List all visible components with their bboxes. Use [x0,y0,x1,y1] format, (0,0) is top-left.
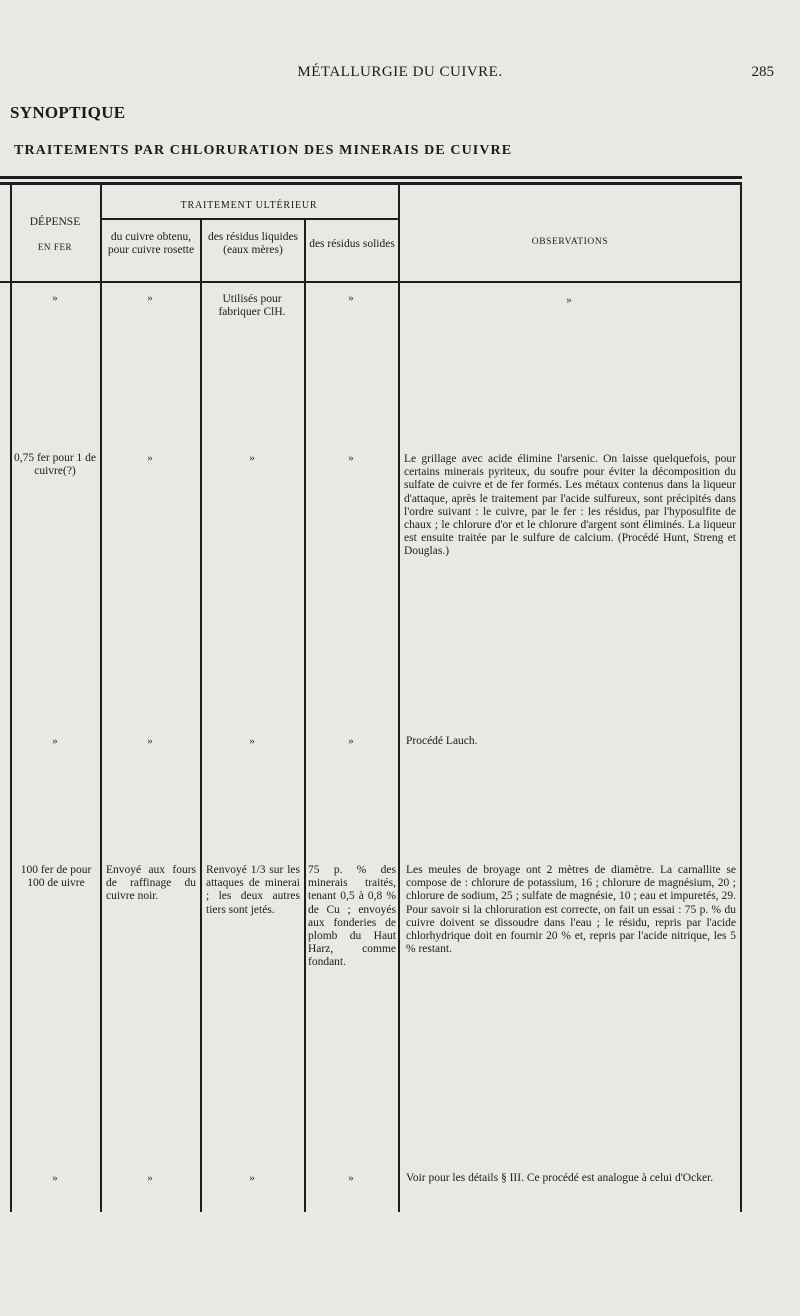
row3-observations: Procédé Lauch. [406,735,478,747]
row1-observations: » [566,294,572,306]
row2-liquides: » [249,452,255,464]
table-top-rule-thick [0,182,742,185]
row4-observations: Les meules de broyage ont 2 mètres de diamètre. La carnallite se compose de : chlorure de potassium, 16 ; chlorure de magnésium, 20 ; chlorure de sodium, 25 ; sulfate de magnésie, 10 ; eau et impuretés, 29. Pour savoir si la chloruration est correcte, on fait un essai : 75 p. % du cuivre doivent se dissoudre dans l'eau ; le résidu, repris par l'acide chlorhydrique doit en fournir 20 % et, repris par l'acide nitrique, les 5 % restant. [406,864,736,956]
header-depense [12,216,98,254]
row5-observations: Voir pour les détails § III. Ce procédé est analogue à celui d'Ocker. [406,1172,714,1184]
row5-solides: » [348,1172,354,1184]
row2-depense: 0,75 fer pour 1 de cuivre(?) [13,452,97,478]
header-bottom-rule [0,281,742,283]
row3-cuivre: » [147,735,153,747]
col-rule-left [10,184,12,1212]
row4-cuivre: Envoyé aux fours de raffinage du cuivre noir. [106,864,196,903]
header-traitement-group: TRAITEMENT ULTÉRIEUR [180,200,318,211]
col-rule-3 [304,218,306,1212]
row3-liquides: » [249,735,255,747]
table-top-rule-thin [0,176,742,179]
header-residus-solides: des résidus solides [309,238,395,250]
page-number: 285 [751,64,774,80]
header-depense-bottom: EN FER [37,242,73,252]
row2-solides: » [348,452,354,464]
row5-cuivre: » [147,1172,153,1184]
section-heading: SYNOPTIQUE [10,103,126,122]
header-depense-top: DÉPENSE [29,216,81,228]
header-observations: OBSERVATIONS [531,237,609,247]
row3-solides: » [348,735,354,747]
row1-solides: » [348,292,354,304]
row4-depense: 100 fer de pour 100 de uivre [20,864,92,890]
row5-liquides: » [249,1172,255,1184]
group-header-rule [100,218,398,220]
row1-liquides: Utilisés pour fabriquer ClH. [218,293,286,319]
row2-observations: Le grillage avec acide élimine l'arsenic. On laisse quelquefois, pour certains minerais pyriteux, du soufre pour éviter la décomposition du sulfate de cuivre et de fer formés. Les métaux contenus dans la liqueur d'attaque, après le traitement par l'acide sulfureux, sont précipités dans l'ordre suivant : le cuivre, par le fer : les résidus, par l'hyposulfite de chaux ; le chlorure d'or et le chlorure d'argent sont éliminés. La liqueur est ensuite traitée par le sulfure de calcium. (Procédé Hunt, Streng et Douglas.) [404,453,736,558]
running-title: MÉTALLURGIE DU CUIVRE. [297,64,503,80]
header-residus-liquides: des résidus liquides (eaux mères) [207,231,299,256]
row3-depense: » [52,735,58,747]
row4-liquides: Renvoyé 1/3 sur les attaques de minerai ; les deux autres tiers sont jetés. [206,864,300,916]
row4-solides: 75 p. % des minerais traités, tenant 0,5 à 0,8 % de Cu ; envoyés aux fonderies de plomb du Haut Harz, comme fondant. [308,864,396,969]
row2-cuivre: » [147,452,153,464]
row5-depense: » [52,1172,58,1184]
col-rule-1 [100,184,102,1212]
col-rule-right [740,184,742,1212]
header-cuivre: du cuivre obtenu, pour cuivre rosette [107,231,195,256]
col-rule-2 [200,218,202,1212]
row1-cuivre: » [147,292,153,304]
row1-depense: » [52,292,58,304]
table-title: TRAITEMENTS PAR CHLORURATION DES MINERAIS DE CUIVRE [14,143,513,158]
col-rule-4 [398,184,400,1212]
